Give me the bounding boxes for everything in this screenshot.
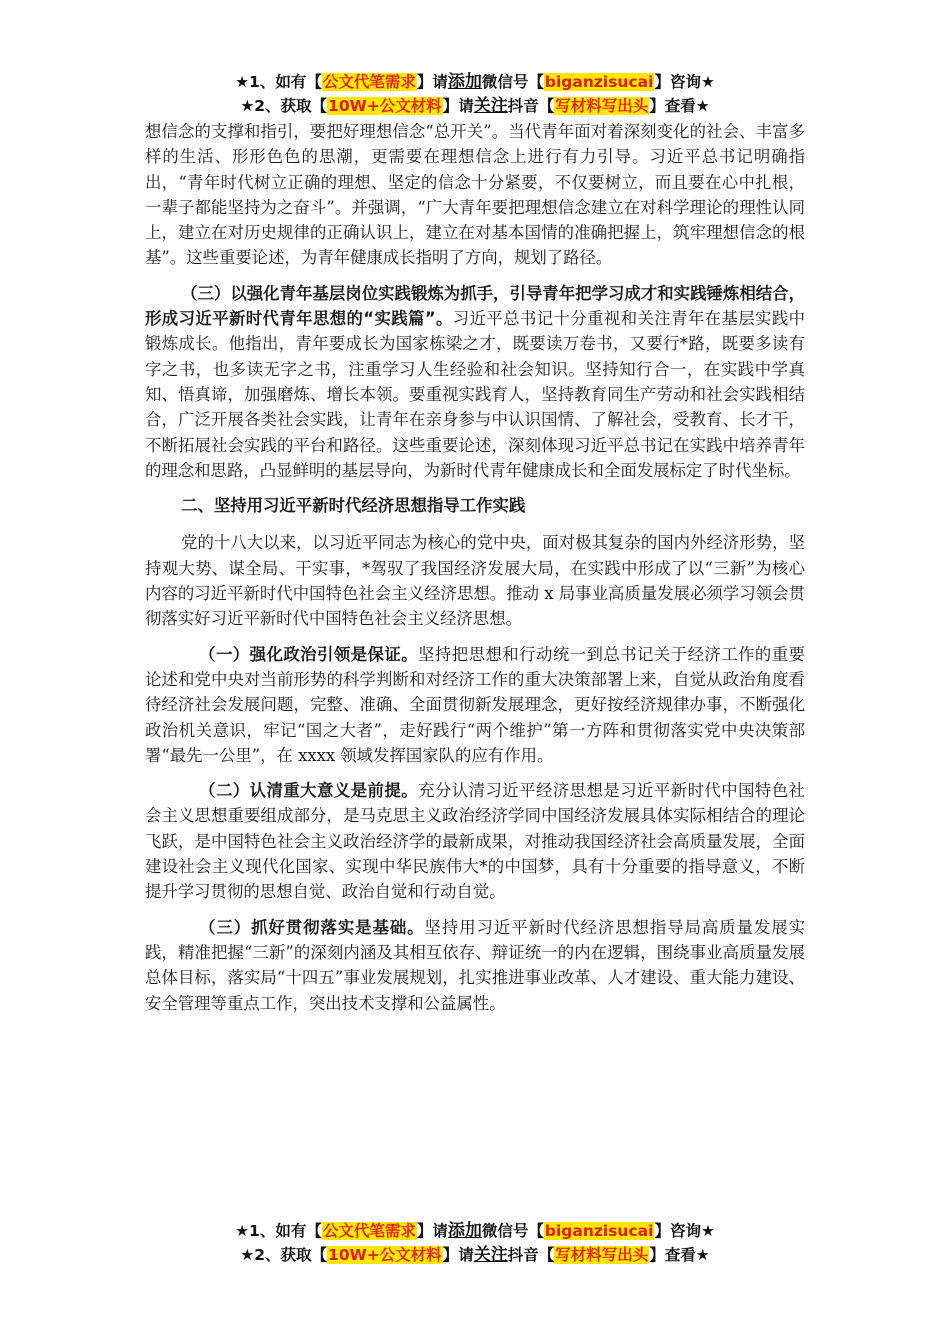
promo-highlight: 10W+公文材料	[328, 97, 442, 115]
promo-banner-top	[145, 70, 805, 118]
promo-text: 微信号【	[481, 1222, 544, 1240]
promo-text: 】请	[416, 1222, 448, 1240]
promo-highlight: biganzisucai	[544, 73, 654, 91]
promo-text: 】查看★	[649, 97, 710, 115]
promo-text: 】咨询★	[654, 1222, 715, 1240]
paragraph-2-text: 习近平总书记十分重视和关注青年在基层实践中锻炼成长。他指出，青年要成长为国家栋梁之才，既要读万卷书，又要行*路，既要多读有字之书，也多读无字之书，注重学习人生经验和社会知识。坚持知行合一，在实践中学真知、悟真谛，加强磨炼、增长本领。要重视实践育人，坚持教育同生产劳动和社会实践相结合，广泛开展各类社会实践，让青年在亲身参与中认识国情、了解社会，受教育、长才干，不断拓展社会实践的平台和路径。这些重要论述，深刻体现习近平总书记在实践中培养青年的理念和思路，凸显鲜明的基层导向，为新时代青年健康成长和全面发展标定了时代坐标。	[145, 309, 806, 480]
paragraph-5	[145, 778, 805, 904]
document-body	[145, 119, 805, 1026]
promo-text: 】请	[416, 73, 448, 91]
promo-text: 抖音【	[507, 97, 555, 115]
promo-text: 微信号【	[481, 73, 544, 91]
paragraph-4-text: 坚持把思想和行动统一到总书记关于经济工作的重要论述和党中央对当前形势的科学判断和对经济工作的重大决策部署上来，自觉从政治角度看待经济社会发展问题，完整、准确、全面贯彻新发展理念，更好按经济规律办事，不断强化政治机关意识，牢记“国之大者”，走好践行“两个维护”第一方阵和贯彻落实党中央决策部署“最先一公里”，在 xxxx 领域发挥国家队的应有作用。	[145, 644, 806, 765]
promo-highlight: 写材料写出头	[555, 1246, 649, 1264]
paragraph-6-text: 坚持用习近平新时代经济思想指导局高质量发展实践，精准把握“三新”的深刻内涵及其相互依存、辩证统一的内在逻辑，围绕事业高质量发展总体目标，落实局“十四五”事业发展规划，扎实推进事业改革、人才建设、重大能力建设、安全管理等重点工作，突出技术支撑和公益属性。	[145, 917, 806, 1013]
paragraph-4	[145, 642, 805, 768]
section-3-title: （三）以强化青年基层岗位实践锻炼为抓手，引导青年把学习成才和实践锤炼相结合，形成习近平新时代青年思想的“实践篇”。	[145, 283, 805, 329]
subsection-2-title: （二）认清重大意义是前提。	[199, 781, 419, 801]
promo-text: 】咨询★	[654, 73, 715, 91]
promo-text: ★1、如有【	[235, 73, 322, 91]
promo-line-1	[145, 70, 805, 94]
promo-highlight: biganzisucai	[544, 1222, 654, 1240]
paragraph-3: 党的十八大以来，以习近平同志为核心的党中央，面对极其复杂的国内外经济形势，坚持观大势、谋全局、干实事，*驾驭了我国经济发展大局，在实践中形成了以“三新”为核心内容的习近平新时代中国特色社会主义经济思想。推动 x 局事业高质量发展必须学习领会贯彻落实好习近平新时代中国特色社会主义经济思想。	[145, 533, 805, 629]
paragraph-6	[145, 915, 805, 1016]
subsection-1-title: （一）强化政治引领是保证。	[199, 644, 419, 664]
paragraph-2	[145, 281, 805, 483]
promo-emphasis: 添加	[447, 72, 482, 92]
section-heading-2: 二、坚持用习近平新时代经济思想指导工作实践	[181, 496, 526, 516]
promo-text: ★1、如有【	[235, 1222, 322, 1240]
promo-banner-bottom	[145, 1219, 805, 1267]
promo-emphasis: 关注	[473, 1245, 508, 1265]
promo-line-2	[145, 1243, 805, 1267]
promo-emphasis: 关注	[473, 96, 508, 116]
promo-highlight: 写材料写出头	[555, 97, 649, 115]
promo-text: 抖音【	[507, 1246, 555, 1264]
promo-text: 】请	[442, 1246, 474, 1264]
promo-line-2	[145, 94, 805, 118]
promo-emphasis: 添加	[447, 1221, 482, 1241]
promo-highlight: 10W+公文材料	[328, 1246, 442, 1264]
promo-highlight: 公文代笔需求	[322, 73, 416, 91]
promo-text: 】查看★	[649, 1246, 710, 1264]
promo-text: ★2、获取【	[240, 97, 328, 115]
subsection-3-title: （三）抓好贯彻落实是基础。	[199, 917, 425, 937]
promo-text: 】请	[442, 97, 474, 115]
paragraph-5-text: 充分认清习近平经济思想是习近平新时代中国特色社会主义思想重要组成部分，是马克思主义政治经济学同中国经济发展具体实际相结合的理论飞跃，是中国特色社会主义政治经济学的最新成果，对推动我国经济社会高质量发展，全面建设社会主义现代化国家、实现中华民族伟大*的中国梦，具有十分重要的指导意义，不断提升学习贯彻的思想自觉、政治自觉和行动自觉。	[145, 781, 806, 902]
paragraph-1: 想信念的支撑和指引，要把好理想信念“总开关”。当代青年面对着深刻变化的社会、丰富多样的生活、形形色色的思潮，更需要在理想信念上进行有力引导。习近平总书记明确指出，“青年时代树立正确的理想、坚定的信念十分紧要，不仅要树立，而且要在心中扎根，一辈子都能坚持为之奋斗”。并强调，“广大青年要把理想信念建立在对科学理论的理性认同上，建立在对历史规律的正确认识上，建立在对基本国情的准确把握上，筑牢理想信念的根基”。这些重要论述，为青年健康成长指明了方向，规划了路径。	[145, 122, 805, 268]
promo-text: ★2、获取【	[240, 1246, 328, 1264]
promo-line-1	[145, 1219, 805, 1243]
promo-highlight: 公文代笔需求	[322, 1222, 416, 1240]
